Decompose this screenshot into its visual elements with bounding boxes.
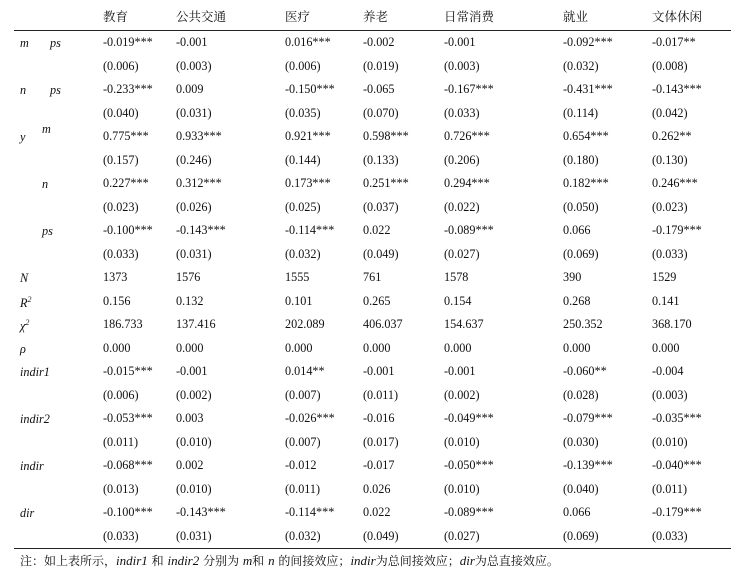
table-cell: (0.003) bbox=[176, 58, 212, 73]
table-cell: 0.000 bbox=[285, 340, 313, 355]
table-cell: (0.023) bbox=[103, 199, 139, 214]
row-label-text: χ bbox=[20, 319, 26, 334]
table-cell: (0.050) bbox=[563, 199, 599, 214]
row-label-text: R bbox=[20, 295, 28, 310]
row-label bbox=[14, 337, 89, 361]
table-cell: (0.032) bbox=[269, 525, 355, 549]
table-cell: 0.022 bbox=[363, 505, 391, 520]
table-cell: -0.179*** bbox=[652, 505, 702, 520]
row-label-main bbox=[20, 271, 28, 286]
table-cell: (0.006) bbox=[285, 58, 321, 73]
table-cell: -0.114*** bbox=[285, 223, 335, 238]
row-label-main bbox=[20, 506, 34, 521]
table-cell: -0.100*** bbox=[103, 223, 153, 238]
table-cell: 137.416 bbox=[176, 317, 216, 332]
table-row bbox=[14, 196, 731, 220]
row-label bbox=[14, 290, 89, 314]
table-cell: (0.033) bbox=[652, 246, 688, 261]
table-row bbox=[14, 266, 731, 290]
table-cell: -0.179*** bbox=[652, 223, 702, 238]
table-cell: -0.233*** bbox=[103, 82, 153, 97]
row-label-main bbox=[20, 365, 50, 380]
table-cell: 0.026 bbox=[363, 481, 391, 496]
table-cell: (0.019) bbox=[363, 58, 399, 73]
table-cell: (0.010) bbox=[652, 434, 688, 449]
table-cell: (0.035) bbox=[285, 105, 321, 120]
row-label bbox=[14, 219, 89, 243]
table-cell: (0.010) bbox=[444, 434, 480, 449]
table-cell: (0.180) bbox=[563, 152, 599, 167]
table-cell: (0.114) bbox=[563, 105, 599, 120]
table-cell: 0.265 bbox=[363, 293, 391, 308]
note-term: indir1 bbox=[116, 553, 148, 568]
row-label-sup: 2 bbox=[27, 294, 32, 304]
table-row bbox=[14, 501, 731, 525]
note-text: 为总直接效应。 bbox=[474, 554, 559, 568]
table-cell: -0.019*** bbox=[103, 35, 153, 50]
table-cell: -0.001 bbox=[363, 364, 395, 379]
table-cell: 0.022 bbox=[363, 223, 391, 238]
table-row bbox=[14, 125, 731, 149]
table-row bbox=[14, 407, 731, 431]
table-cell: 0.000 bbox=[444, 340, 472, 355]
table-cell: (0.033) bbox=[89, 525, 176, 549]
row-label-main bbox=[20, 459, 44, 474]
table-cell: (0.008) bbox=[652, 58, 688, 73]
row-label bbox=[14, 243, 89, 267]
row-label-text: indir bbox=[20, 459, 44, 473]
table-cell: -0.143*** bbox=[176, 505, 226, 520]
table-cell: (0.002) bbox=[444, 387, 480, 402]
table-cell: (0.028) bbox=[563, 387, 599, 402]
table-cell: -0.040*** bbox=[652, 458, 702, 473]
table-body bbox=[14, 31, 731, 549]
table-cell: (0.026) bbox=[176, 199, 212, 214]
col-header: 养老 bbox=[355, 3, 444, 31]
table-cell: -0.150*** bbox=[285, 82, 335, 97]
row-label-text: y bbox=[20, 130, 26, 144]
table-cell: -0.060** bbox=[563, 364, 607, 379]
table-cell: (0.042) bbox=[652, 105, 688, 120]
table-cell: (0.144) bbox=[285, 152, 321, 167]
table-row bbox=[14, 337, 731, 361]
table-cell: (0.003) bbox=[444, 58, 480, 73]
row-label bbox=[14, 196, 89, 220]
row-label bbox=[14, 313, 89, 337]
table-cell: -0.143*** bbox=[176, 223, 226, 238]
table-cell: -0.053*** bbox=[103, 411, 153, 426]
table-cell: 1576 bbox=[176, 270, 201, 285]
row-label-main bbox=[20, 36, 29, 51]
table-cell: 0.000 bbox=[363, 340, 391, 355]
row-label bbox=[14, 149, 89, 173]
table-cell: -0.035*** bbox=[652, 411, 702, 426]
row-label-text: indir2 bbox=[20, 412, 50, 426]
table-row bbox=[14, 313, 731, 337]
table-cell: (0.157) bbox=[103, 152, 139, 167]
table-cell: 0.182*** bbox=[563, 176, 609, 191]
table-cell: 0.933*** bbox=[176, 129, 222, 144]
row-label bbox=[14, 78, 89, 102]
table-cell: 0.009 bbox=[176, 82, 204, 97]
table-cell: -0.092*** bbox=[563, 35, 613, 50]
table-cell: -0.001 bbox=[176, 35, 208, 50]
col-header: 医疗 bbox=[269, 3, 355, 31]
table-cell: 186.733 bbox=[103, 317, 143, 332]
table-row bbox=[14, 478, 731, 502]
col-header: 就业 bbox=[557, 3, 652, 31]
table-row bbox=[14, 525, 731, 549]
table-cell: (0.031) bbox=[176, 525, 269, 549]
table-cell: -0.016 bbox=[363, 411, 395, 426]
table-cell: (0.069) bbox=[557, 525, 652, 549]
regression-table bbox=[14, 3, 731, 549]
row-label-main bbox=[20, 342, 26, 357]
table-cell: (0.049) bbox=[363, 246, 399, 261]
table-cell: (0.027) bbox=[444, 246, 480, 261]
table-cell: (0.037) bbox=[363, 199, 399, 214]
row-sublabel: ps bbox=[50, 83, 61, 97]
row-label-text: dir bbox=[20, 506, 35, 520]
table-cell: -0.001 bbox=[444, 35, 476, 50]
table-cell: -0.001 bbox=[176, 364, 208, 379]
table-row bbox=[14, 31, 731, 55]
table-cell: 0.268 bbox=[563, 293, 591, 308]
row-label-main bbox=[20, 130, 25, 145]
table-cell: -0.026*** bbox=[285, 411, 335, 426]
table-cell: 1529 bbox=[652, 270, 677, 285]
note-text: 的间接效应； bbox=[274, 554, 351, 568]
table-cell: (0.032) bbox=[285, 246, 321, 261]
row-label bbox=[14, 501, 89, 525]
table-row bbox=[14, 290, 731, 314]
table-cell: (0.011) bbox=[103, 434, 139, 449]
table-cell: -0.015*** bbox=[103, 364, 153, 379]
row-label-text: N bbox=[20, 271, 29, 285]
row-sublabel: n bbox=[42, 177, 49, 191]
row-label bbox=[14, 407, 89, 431]
table-cell: -0.065 bbox=[363, 82, 395, 97]
table-cell: 0.014** bbox=[285, 364, 325, 379]
table-row bbox=[14, 243, 731, 267]
row-label bbox=[14, 478, 89, 502]
table-cell: 0.132 bbox=[176, 293, 204, 308]
table-cell: (0.017) bbox=[363, 434, 399, 449]
table-cell: 0.000 bbox=[103, 340, 131, 355]
table-row bbox=[14, 219, 731, 243]
table-cell: (0.023) bbox=[652, 199, 688, 214]
table-cell: (0.031) bbox=[176, 246, 212, 261]
table-cell: 0.294*** bbox=[444, 176, 490, 191]
row-label bbox=[14, 55, 89, 79]
table-cell: (0.069) bbox=[563, 246, 599, 261]
row-sublabel: ps bbox=[42, 224, 53, 238]
table-cell: (0.031) bbox=[176, 105, 212, 120]
note-term: m bbox=[242, 553, 253, 568]
table-cell: 0.726*** bbox=[444, 129, 490, 144]
row-label bbox=[14, 431, 89, 455]
table-cell: (0.025) bbox=[285, 199, 321, 214]
table-cell: -0.089*** bbox=[444, 223, 494, 238]
table-cell: (0.010) bbox=[176, 481, 212, 496]
table-cell: 0.598*** bbox=[363, 129, 409, 144]
table-cell: (0.246) bbox=[176, 152, 212, 167]
table-cell: -0.017** bbox=[652, 35, 696, 50]
table-cell: (0.130) bbox=[652, 152, 688, 167]
table-cell: (0.030) bbox=[563, 434, 599, 449]
table-cell: (0.010) bbox=[444, 481, 480, 496]
table-note bbox=[20, 552, 559, 569]
table-cell: 0.654*** bbox=[563, 129, 609, 144]
table-row bbox=[14, 360, 731, 384]
table-cell: (0.033) bbox=[444, 105, 480, 120]
note-term: indir2 bbox=[167, 553, 200, 568]
table-cell: -0.001 bbox=[444, 364, 476, 379]
table-cell: 0.227*** bbox=[103, 176, 149, 191]
table-row bbox=[14, 149, 731, 173]
note-text: 和 bbox=[252, 554, 269, 568]
note-text: 分别为 bbox=[199, 554, 243, 568]
table-cell: (0.206) bbox=[444, 152, 480, 167]
table-cell: -0.431*** bbox=[563, 82, 613, 97]
table-row bbox=[14, 172, 731, 196]
table-cell: -0.143*** bbox=[652, 82, 702, 97]
table-cell: (0.033) bbox=[652, 525, 731, 549]
row-label bbox=[14, 102, 89, 126]
table-cell: 0.003 bbox=[176, 411, 204, 426]
table-cell: -0.079*** bbox=[563, 411, 613, 426]
row-label-text: n bbox=[20, 83, 27, 97]
table-cell: 0.000 bbox=[563, 340, 591, 355]
note-term: indir bbox=[350, 553, 376, 568]
note-text: 和 bbox=[147, 554, 168, 568]
row-label bbox=[14, 31, 89, 55]
table-cell: 406.037 bbox=[363, 317, 403, 332]
table-cell: (0.040) bbox=[103, 105, 139, 120]
row-label bbox=[14, 454, 89, 478]
table-cell: (0.032) bbox=[563, 58, 599, 73]
table-cell: 1373 bbox=[103, 270, 128, 285]
note-prefix: 注：如上表所示， bbox=[20, 554, 117, 568]
table-cell: 0.000 bbox=[652, 340, 680, 355]
table-cell: -0.100*** bbox=[103, 505, 153, 520]
table-cell: 0.002 bbox=[176, 458, 204, 473]
table-cell: -0.114*** bbox=[285, 505, 335, 520]
table-row bbox=[14, 102, 731, 126]
table-cell: -0.004 bbox=[652, 364, 684, 379]
table-cell: -0.068*** bbox=[103, 458, 153, 473]
table-cell: 0.016*** bbox=[285, 35, 331, 50]
row-label-text: indir1 bbox=[20, 365, 50, 379]
table-cell: -0.002 bbox=[363, 35, 395, 50]
table-cell: (0.027) bbox=[444, 525, 557, 549]
row-label bbox=[14, 266, 89, 290]
table-cell: (0.022) bbox=[444, 199, 480, 214]
table-cell: (0.011) bbox=[363, 387, 399, 402]
row-label bbox=[14, 360, 89, 384]
note-term: dir bbox=[459, 553, 475, 568]
table-cell: 0.246*** bbox=[652, 176, 698, 191]
table-cell: 0.154 bbox=[444, 293, 472, 308]
table-cell: 0.156 bbox=[103, 293, 131, 308]
table-cell: 0.251*** bbox=[363, 176, 409, 191]
col-header: 公共交通 bbox=[176, 3, 269, 31]
row-label bbox=[14, 122, 89, 149]
table-cell: 1578 bbox=[444, 270, 469, 285]
table-cell: 368.170 bbox=[652, 317, 692, 332]
table-cell: -0.017 bbox=[363, 458, 395, 473]
table-cell: (0.007) bbox=[285, 387, 321, 402]
table-cell: (0.133) bbox=[363, 152, 399, 167]
table-cell: 0.066 bbox=[563, 505, 591, 520]
table-cell: -0.012 bbox=[285, 458, 317, 473]
col-header: 文体休闲 bbox=[652, 3, 731, 31]
table-cell: 1555 bbox=[285, 270, 310, 285]
table-cell: -0.050*** bbox=[444, 458, 494, 473]
row-label-text: ρ bbox=[20, 341, 26, 356]
table-cell: (0.010) bbox=[176, 434, 212, 449]
table-cell: 0.000 bbox=[176, 340, 204, 355]
row-label-main bbox=[20, 412, 50, 427]
table-cell: -0.049*** bbox=[444, 411, 494, 426]
row-label-sup: 2 bbox=[25, 318, 30, 327]
table-cell: (0.006) bbox=[103, 387, 139, 402]
table-cell: 0.921*** bbox=[285, 129, 331, 144]
table-row bbox=[14, 78, 731, 102]
table-cell: 0.173*** bbox=[285, 176, 331, 191]
table-cell: 0.141 bbox=[652, 293, 680, 308]
row-sublabel: m bbox=[42, 122, 51, 136]
header-row bbox=[14, 3, 731, 31]
table-row bbox=[14, 55, 731, 79]
table-cell: -0.139*** bbox=[563, 458, 613, 473]
table-cell: 0.775*** bbox=[103, 129, 149, 144]
table-cell: (0.002) bbox=[176, 387, 212, 402]
row-label bbox=[14, 525, 89, 549]
table-cell: (0.011) bbox=[652, 481, 688, 496]
table-cell: (0.033) bbox=[103, 246, 139, 261]
table-cell: (0.049) bbox=[355, 525, 444, 549]
col-header: 教育 bbox=[89, 3, 176, 31]
row-sublabel: ps bbox=[50, 36, 61, 50]
row-label-main bbox=[20, 318, 29, 334]
note-text: 为总间接效应； bbox=[375, 554, 460, 568]
table-cell: 0.262** bbox=[652, 129, 692, 144]
table-cell: (0.003) bbox=[652, 387, 688, 402]
table-cell: (0.070) bbox=[363, 105, 399, 120]
row-label-text: m bbox=[20, 36, 29, 50]
table-cell: (0.040) bbox=[563, 481, 599, 496]
note-term: n bbox=[268, 553, 275, 568]
row-label bbox=[14, 172, 89, 196]
row-label bbox=[14, 384, 89, 408]
table-cell: -0.089*** bbox=[444, 505, 494, 520]
table-cell: (0.007) bbox=[285, 434, 321, 449]
table-cell: 390 bbox=[563, 270, 582, 285]
table-cell: 154.637 bbox=[444, 317, 484, 332]
table-cell: 250.352 bbox=[563, 317, 603, 332]
table-cell: 202.089 bbox=[285, 317, 325, 332]
header-blank bbox=[14, 3, 89, 31]
row-label-main bbox=[20, 83, 26, 98]
row-label-main bbox=[20, 295, 31, 311]
table-row bbox=[14, 454, 731, 478]
table-cell: -0.167*** bbox=[444, 82, 494, 97]
table-row bbox=[14, 431, 731, 455]
table-cell: (0.013) bbox=[103, 481, 139, 496]
table-cell: (0.006) bbox=[103, 58, 139, 73]
table-cell: 761 bbox=[363, 270, 382, 285]
table-cell: 0.312*** bbox=[176, 176, 222, 191]
table-cell: 0.101 bbox=[285, 293, 313, 308]
table-cell: (0.011) bbox=[285, 481, 321, 496]
table-cell: 0.066 bbox=[563, 223, 591, 238]
table-row bbox=[14, 384, 731, 408]
col-header: 日常消费 bbox=[444, 3, 557, 31]
